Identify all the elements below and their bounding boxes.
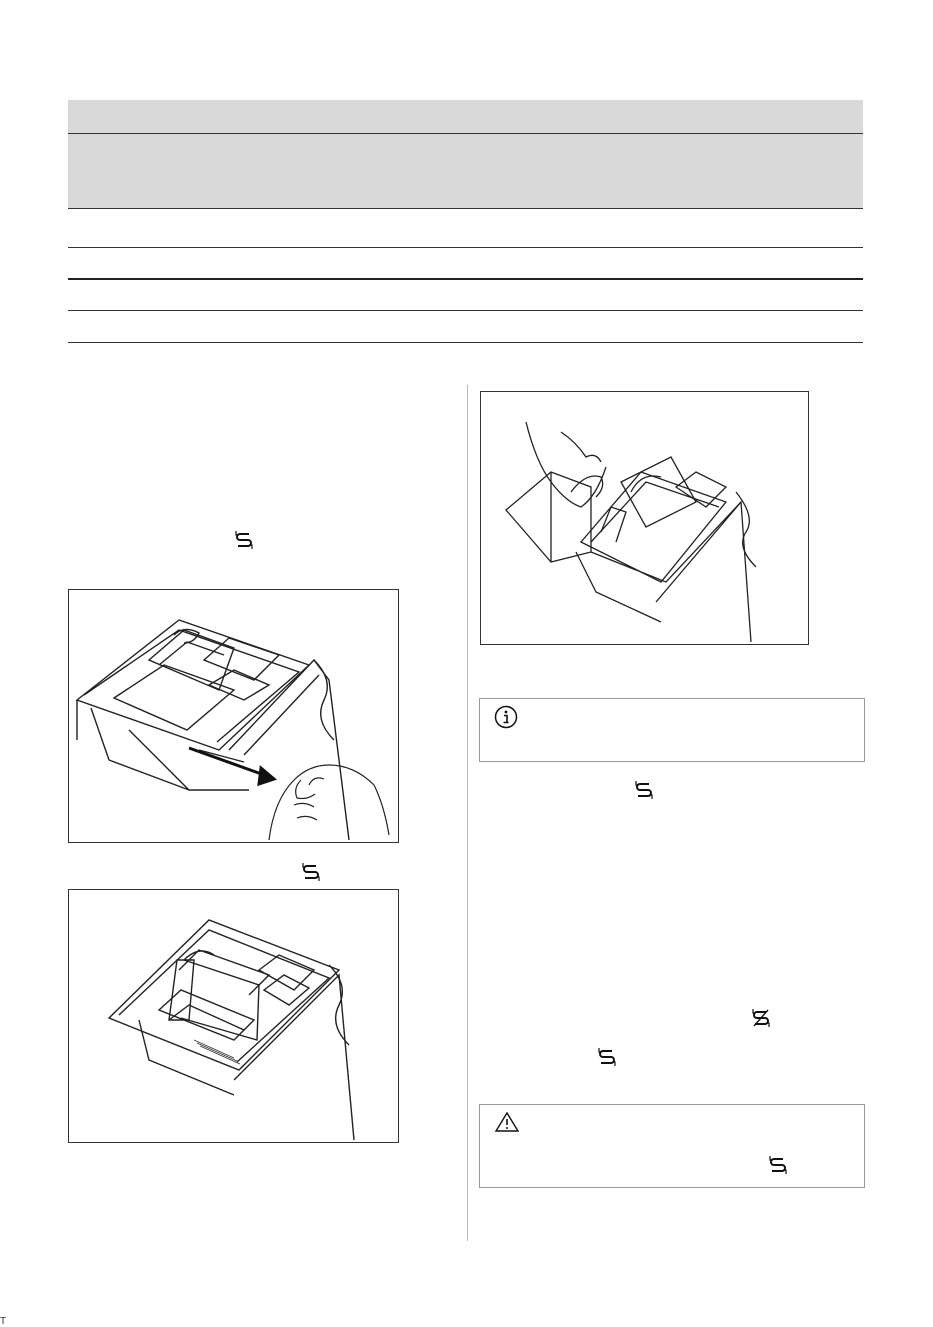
info-note-box	[479, 698, 865, 762]
liquid-detergent-flap-icon	[633, 780, 655, 800]
dispenser-open-compartments-figure	[68, 889, 399, 1143]
table-row	[68, 134, 863, 209]
column-divider	[467, 385, 468, 1241]
dispenser-flap-hand-figure	[480, 391, 809, 645]
warning-icon	[494, 1111, 520, 1133]
info-icon	[494, 705, 518, 729]
table-row	[68, 311, 863, 343]
warning-note-box	[479, 1104, 865, 1188]
table-row	[68, 209, 863, 248]
table-row	[68, 248, 863, 280]
table-header-row	[68, 100, 863, 134]
liquid-detergent-flap-icon	[233, 530, 255, 550]
liquid-detergent-flap-icon	[596, 1047, 618, 1067]
footer-fragment: Т	[0, 1316, 7, 1327]
dispenser-drawer-removal-figure	[68, 589, 399, 843]
liquid-detergent-flap-icon	[767, 1155, 789, 1175]
powder-detergent-flap-icon	[750, 1008, 772, 1028]
table-row	[68, 280, 863, 311]
liquid-detergent-flap-icon	[300, 862, 322, 882]
